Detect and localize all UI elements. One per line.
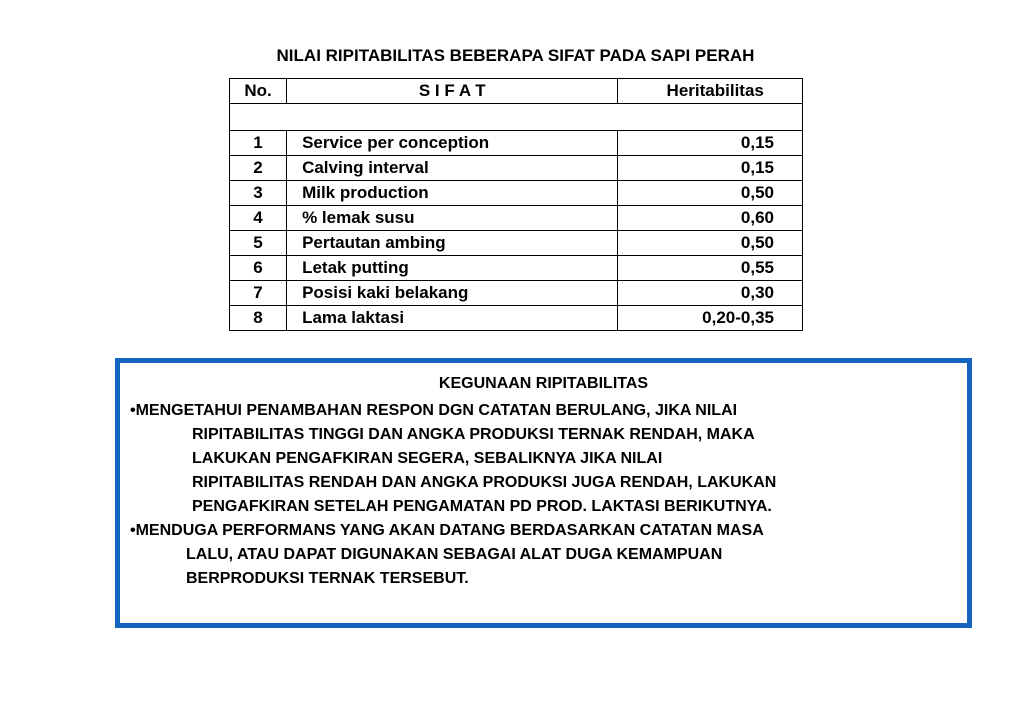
table-header-row: [230, 79, 803, 104]
cell-no: 5: [230, 231, 287, 256]
cell-no: 1: [230, 131, 287, 156]
page-title: NILAI RIPITABILITAS BEBERAPA SIFAT PADA SAPI PERAH: [276, 46, 755, 65]
bullet-line: BERPRODUKSI TERNAK TERSEBUT.: [186, 570, 469, 587]
cell-sifat: Lama laktasi: [287, 306, 618, 331]
cell-no: 4: [230, 206, 287, 231]
cell-value: 0,20-0,35: [618, 306, 803, 331]
cell-value: 0,60: [618, 206, 803, 231]
header-no: No.: [230, 79, 287, 104]
table-blank-row: [230, 104, 803, 131]
table-row: [230, 256, 803, 281]
cell-value: 0,15: [618, 156, 803, 181]
bullet-line: RIPITABILITAS TINGGI DAN ANGKA PRODUKSI TERNAK RENDAH, MAKA: [192, 426, 755, 443]
table-row: [230, 281, 803, 306]
bullet-line: LAKUKAN PENGAFKIRAN SEGERA, SEBALIKNYA JIKA NILAI: [192, 450, 663, 467]
cell-no: 8: [230, 306, 287, 331]
bullet-item: [130, 399, 776, 519]
cell-sifat: % lemak susu: [287, 206, 618, 231]
cell-value: 0,15: [618, 131, 803, 156]
cell-value: 0,30: [618, 281, 803, 306]
bullet-line: •MENDUGA PERFORMANS YANG AKAN DATANG BERDASARKAN CATATAN MASA: [130, 522, 764, 539]
table-row: [230, 156, 803, 181]
table-row: [230, 206, 803, 231]
cell-sifat: Service per conception: [287, 131, 618, 156]
cell-sifat: Milk production: [287, 181, 618, 206]
kegunaan-box: [115, 358, 972, 628]
blank-cell: [230, 104, 803, 131]
bullet-line: PENGAFKIRAN SETELAH PENGAMATAN PD PROD. LAKTASI BERIKUTNYA.: [192, 498, 772, 515]
cell-no: 3: [230, 181, 287, 206]
cell-sifat: Pertautan ambing: [287, 231, 618, 256]
cell-no: 7: [230, 281, 287, 306]
cell-no: 6: [230, 256, 287, 281]
cell-value: 0,55: [618, 256, 803, 281]
bullet-line: RIPITABILITAS RENDAH DAN ANGKA PRODUKSI JUGA RENDAH, LAKUKAN: [192, 474, 777, 491]
cell-no: 2: [230, 156, 287, 181]
bullet-item: [130, 519, 764, 591]
cell-value: 0,50: [618, 181, 803, 206]
box-heading: KEGUNAAN RIPITABILITAS: [438, 375, 649, 392]
cell-sifat: Posisi kaki belakang: [287, 281, 618, 306]
table-row: [230, 131, 803, 156]
header-sifat: S I F A T: [287, 79, 618, 104]
cell-sifat: Letak putting: [287, 256, 618, 281]
bullet-line: •MENGETAHUI PENAMBAHAN RESPON DGN CATATAN BERULANG, JIKA NILAI: [130, 402, 738, 419]
table-row: [230, 231, 803, 256]
cell-sifat: Calving interval: [287, 156, 618, 181]
repeatability-table: [229, 78, 803, 331]
table-row: [230, 306, 803, 331]
header-heritabilitas: Heritabilitas: [618, 79, 803, 104]
table-row: [230, 181, 803, 206]
bullet-line: LALU, ATAU DAPAT DIGUNAKAN SEBAGAI ALAT DUGA KEMAMPUAN: [186, 546, 723, 563]
cell-value: 0,50: [618, 231, 803, 256]
